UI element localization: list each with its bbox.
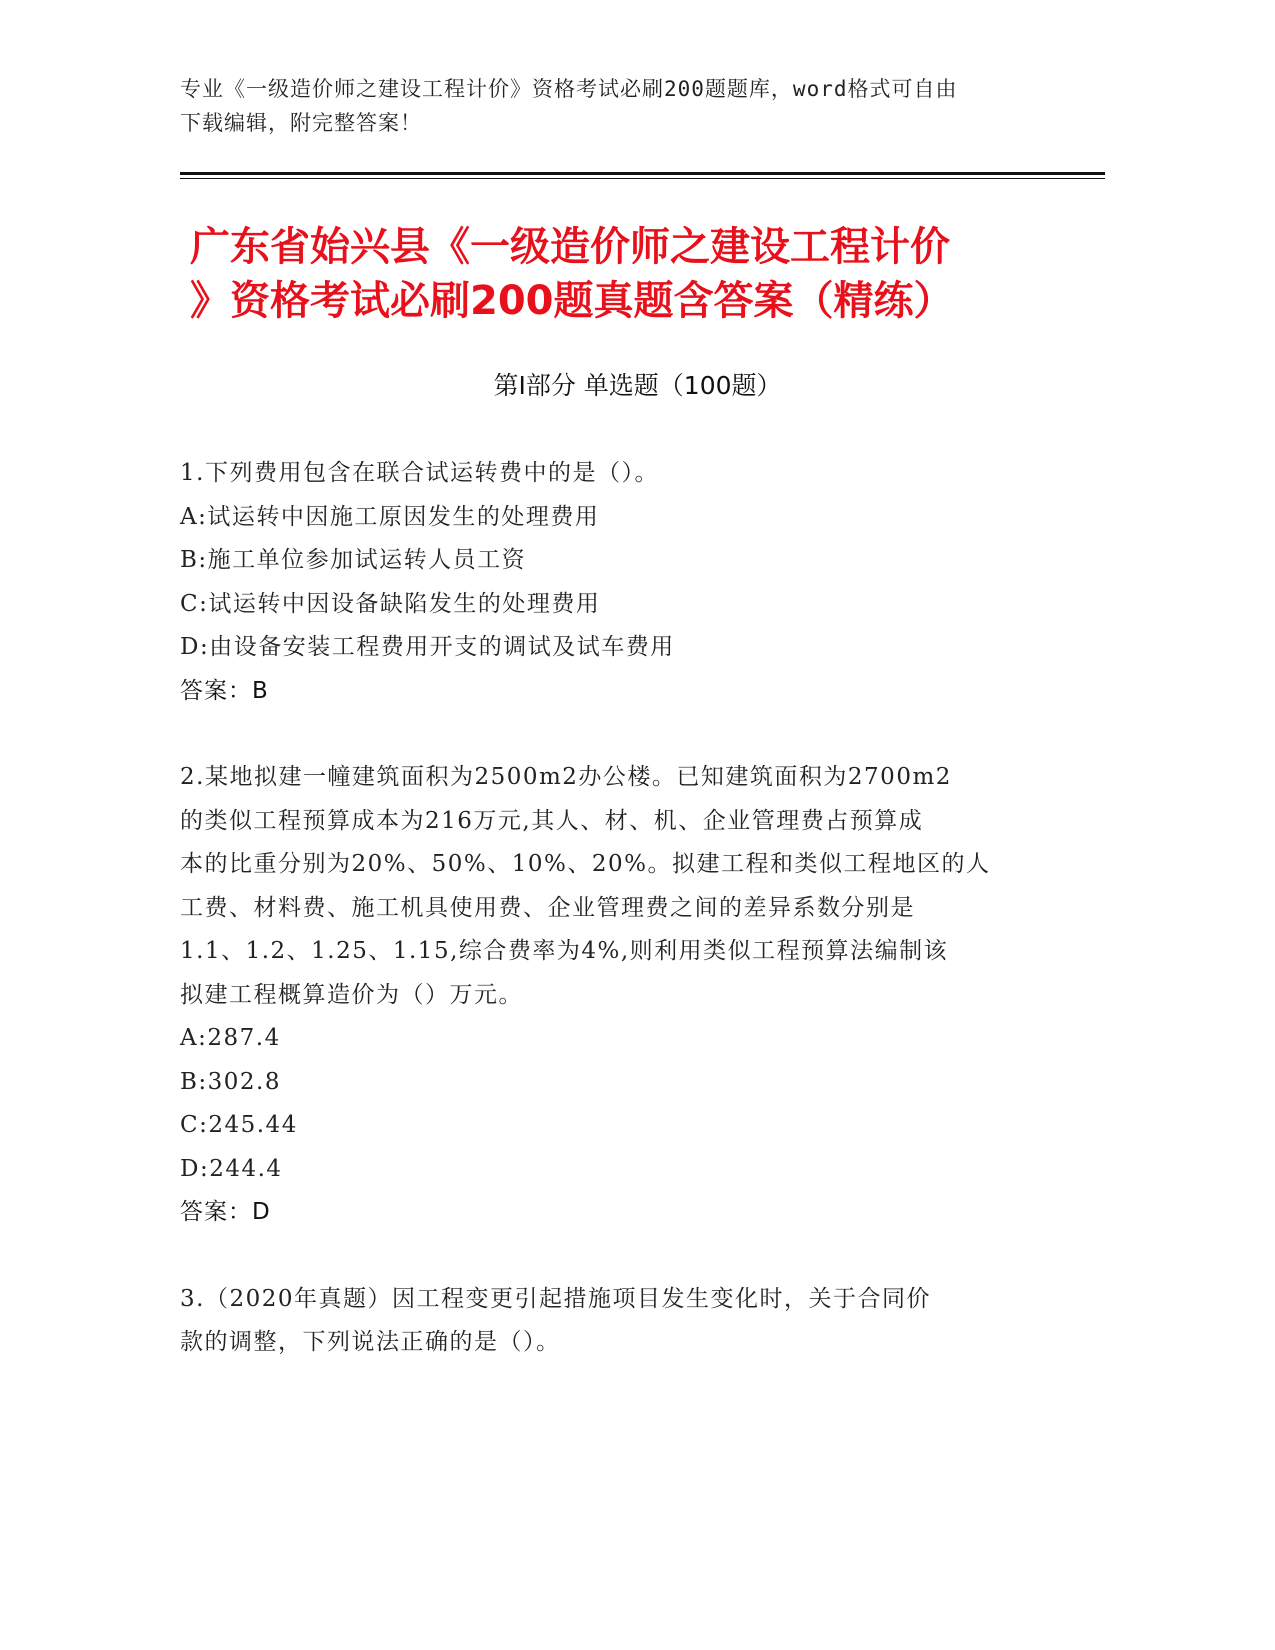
document-title-line: 》资格考试必刷200题真题含答案（精练） [190, 278, 954, 324]
document-title-line: 广东省始兴县《一级造价师之建设工程计价 [190, 224, 950, 270]
question-stem-line: 拟建工程概算造价为（）万元。 [180, 981, 523, 1008]
header-note-line: 下载编辑，附完整答案！ [180, 111, 422, 135]
question-3 [180, 1278, 1040, 1365]
section-title: 第I部分 单选题（100题） [493, 371, 782, 400]
answer-label: 答案：B [180, 677, 269, 704]
option-c: C:245.44 [180, 1112, 298, 1138]
option-a: A:试运转中因施工原因发生的处理费用 [180, 503, 600, 530]
answer-label: 答案：D [180, 1199, 271, 1225]
question-stem-line: 款的调整，下列说法正确的是（）。 [180, 1329, 561, 1355]
header-note [180, 72, 1080, 140]
header-divider-thin [180, 178, 1105, 179]
option-b: B:施工单位参加试运转人员工资 [180, 547, 527, 573]
header-note-line: 专业《一级造价师之建设工程计价》资格考试必刷200题题库，word格式可自由 [180, 77, 958, 101]
question-stem-line: 1.1、1.2、1.25、1.15,综合费率为4%,则利用类似工程预算法编制该 [180, 938, 949, 964]
option-a: A:287.4 [180, 1025, 281, 1051]
document-title [190, 220, 1090, 328]
question-1 [180, 452, 1040, 713]
question-stem-line: 1.下列费用包含在联合试运转费中的是（）。 [180, 460, 659, 486]
option-d: D:244.4 [180, 1155, 283, 1182]
question-list [180, 452, 1040, 1408]
header-divider-thick [180, 172, 1105, 175]
question-stem-line: 2.某地拟建一幢建筑面积为2500m2办公楼。已知建筑面积为2700m2 [180, 764, 952, 790]
question-stem-line: 的类似工程预算成本为216万元,其人、材、机、企业管理费占预算成 [180, 807, 924, 834]
option-d: D:由设备安装工程费用开支的调试及试车费用 [180, 634, 675, 660]
option-c: C:试运转中因设备缺陷发生的处理费用 [180, 590, 601, 617]
question-stem-line: 工费、材料费、施工机具使用费、企业管理费之间的差异系数分别是 [180, 894, 915, 921]
question-stem-line: 3.（2020年真题）因工程变更引起措施项目发生变化时，关于合同价 [180, 1285, 931, 1312]
question-stem-line: 本的比重分别为20%、50%、10%、20%。拟建工程和类似工程地区的人 [180, 851, 991, 877]
option-b: B:302.8 [180, 1068, 281, 1095]
question-2 [180, 756, 1040, 1235]
